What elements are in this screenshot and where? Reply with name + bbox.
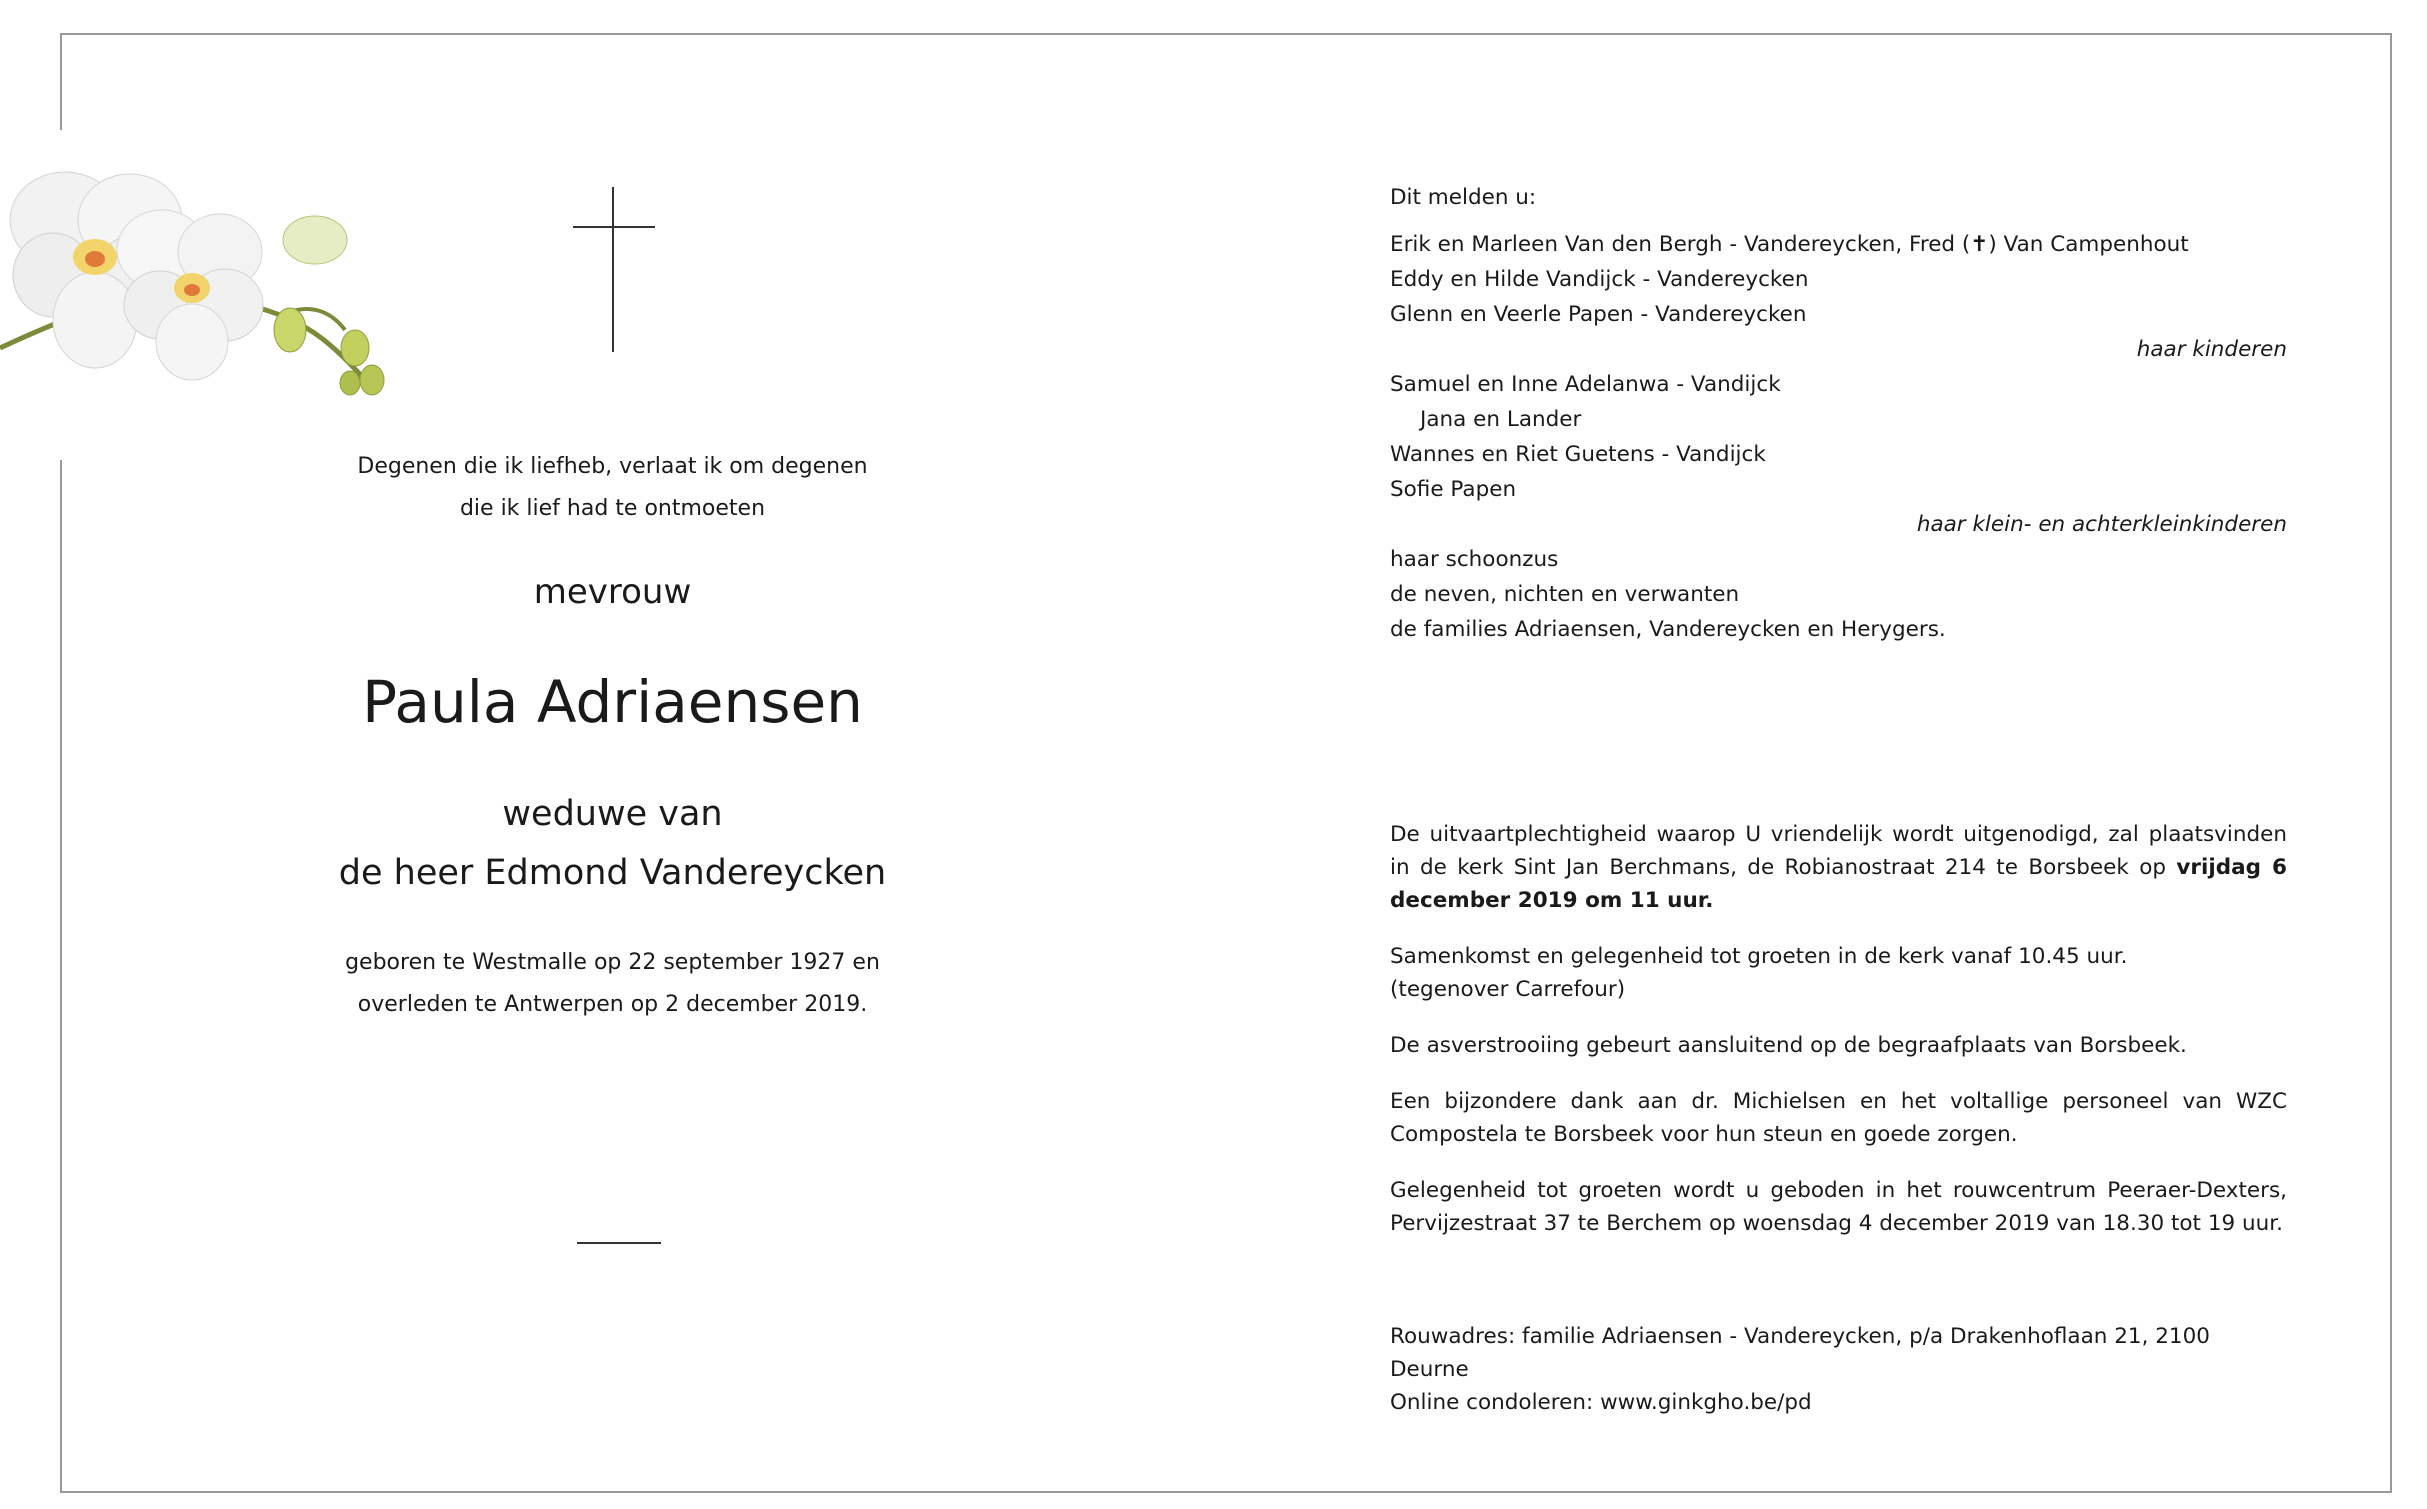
died-line: overleden te Antwerpen op 2 december 2019. (357, 992, 868, 1017)
widow-line: de heer Edmond Vandereycken (338, 853, 887, 893)
ashes: De asverstrooiing gebeurt aansluitend op de begraafplaats van Borsbeek. (1390, 1033, 2187, 1058)
thanks: Een bijzondere dank aan dr. Michielsen en het voltallige personeel van WZC Compostela te Borsbeek voor hun steun en goede zorgen. (1390, 1089, 2287, 1147)
ceremony-date: vrijdag 6 december 2019 om 11 uur. (1390, 855, 2288, 913)
list-item: de neven, nichten en verwanten (1390, 582, 1740, 607)
list-item: de families Adriaensen, Vandereycken en Herygers. (1390, 617, 1946, 642)
deceased-name: Paula Adriaensen (362, 668, 863, 736)
divider (577, 1242, 661, 1244)
birth-death-dates (240, 942, 985, 1026)
family-list (1390, 180, 2287, 647)
list-item: Glenn en Veerle Papen - Vandereycken (1390, 302, 1807, 327)
ceremony-info (1390, 818, 2287, 1263)
list-item: Sofie Papen (1390, 477, 1517, 502)
widow-of (240, 785, 985, 903)
widow-line: weduwe van (502, 794, 723, 834)
role-label: haar kinderen (2136, 337, 2287, 362)
intro: Dit melden u: (1390, 185, 1537, 210)
quote (240, 446, 985, 530)
list-item: Wannes en Riet Guetens - Vandijck (1390, 442, 1766, 467)
list-item: haar schoonzus (1390, 547, 1559, 572)
gathering: Samenkomst en gelegenheid tot groeten in de kerk vanaf 10.45 uur. (tegenover Carrefour) (1390, 944, 2128, 1002)
mourning-address: Rouwadres: familie Adriaensen - Vandereycken, p/a Drakenhoflaan 21, 2100 Deurne (1390, 1324, 2210, 1382)
list-item: Samuel en Inne Adelanwa - Vandijck (1390, 372, 1781, 397)
born-line: geboren te Westmalle op 22 september 1927 en (345, 950, 880, 975)
orchid-icon (0, 130, 400, 460)
visitation: Gelegenheid tot groeten wordt u geboden in het rouwcentrum Peeraer-Dexters, Pervijzestraat 37 te Berchem op woensdag 4 december 2019 van 18.30 tot 19 uur. (1390, 1178, 2287, 1236)
list-item: Eddy en Hilde Vandijck - Vandereycken (1390, 267, 1809, 292)
online-condolences: Online condoleren: www.ginkgho.be/pd (1390, 1390, 1812, 1415)
quote-line: Degenen die ik liefheb, verlaat ik om degenen (357, 454, 868, 479)
list-item: Jana en Lander (1420, 407, 1582, 432)
honorific: mevrouw (533, 572, 692, 612)
contact-info (1390, 1320, 2287, 1419)
list-item: Erik en Marleen Van den Bergh - Vandereycken, Fred (✝) Van Campenhout (1390, 232, 2189, 257)
role-label: haar klein- en achterkleinkinderen (1916, 512, 2287, 537)
quote-line: die ik lief had te ontmoeten (459, 496, 766, 521)
invitation: De uitvaartplechtigheid waarop U vriendelijk wordt uitgenodigd, zal plaatsvinden in de kerk Sint Jan Berchmans, de Robianostraat 214 te Borsbeek op vrijdag 6 december 2019 om 11 uur. (1390, 822, 2288, 913)
